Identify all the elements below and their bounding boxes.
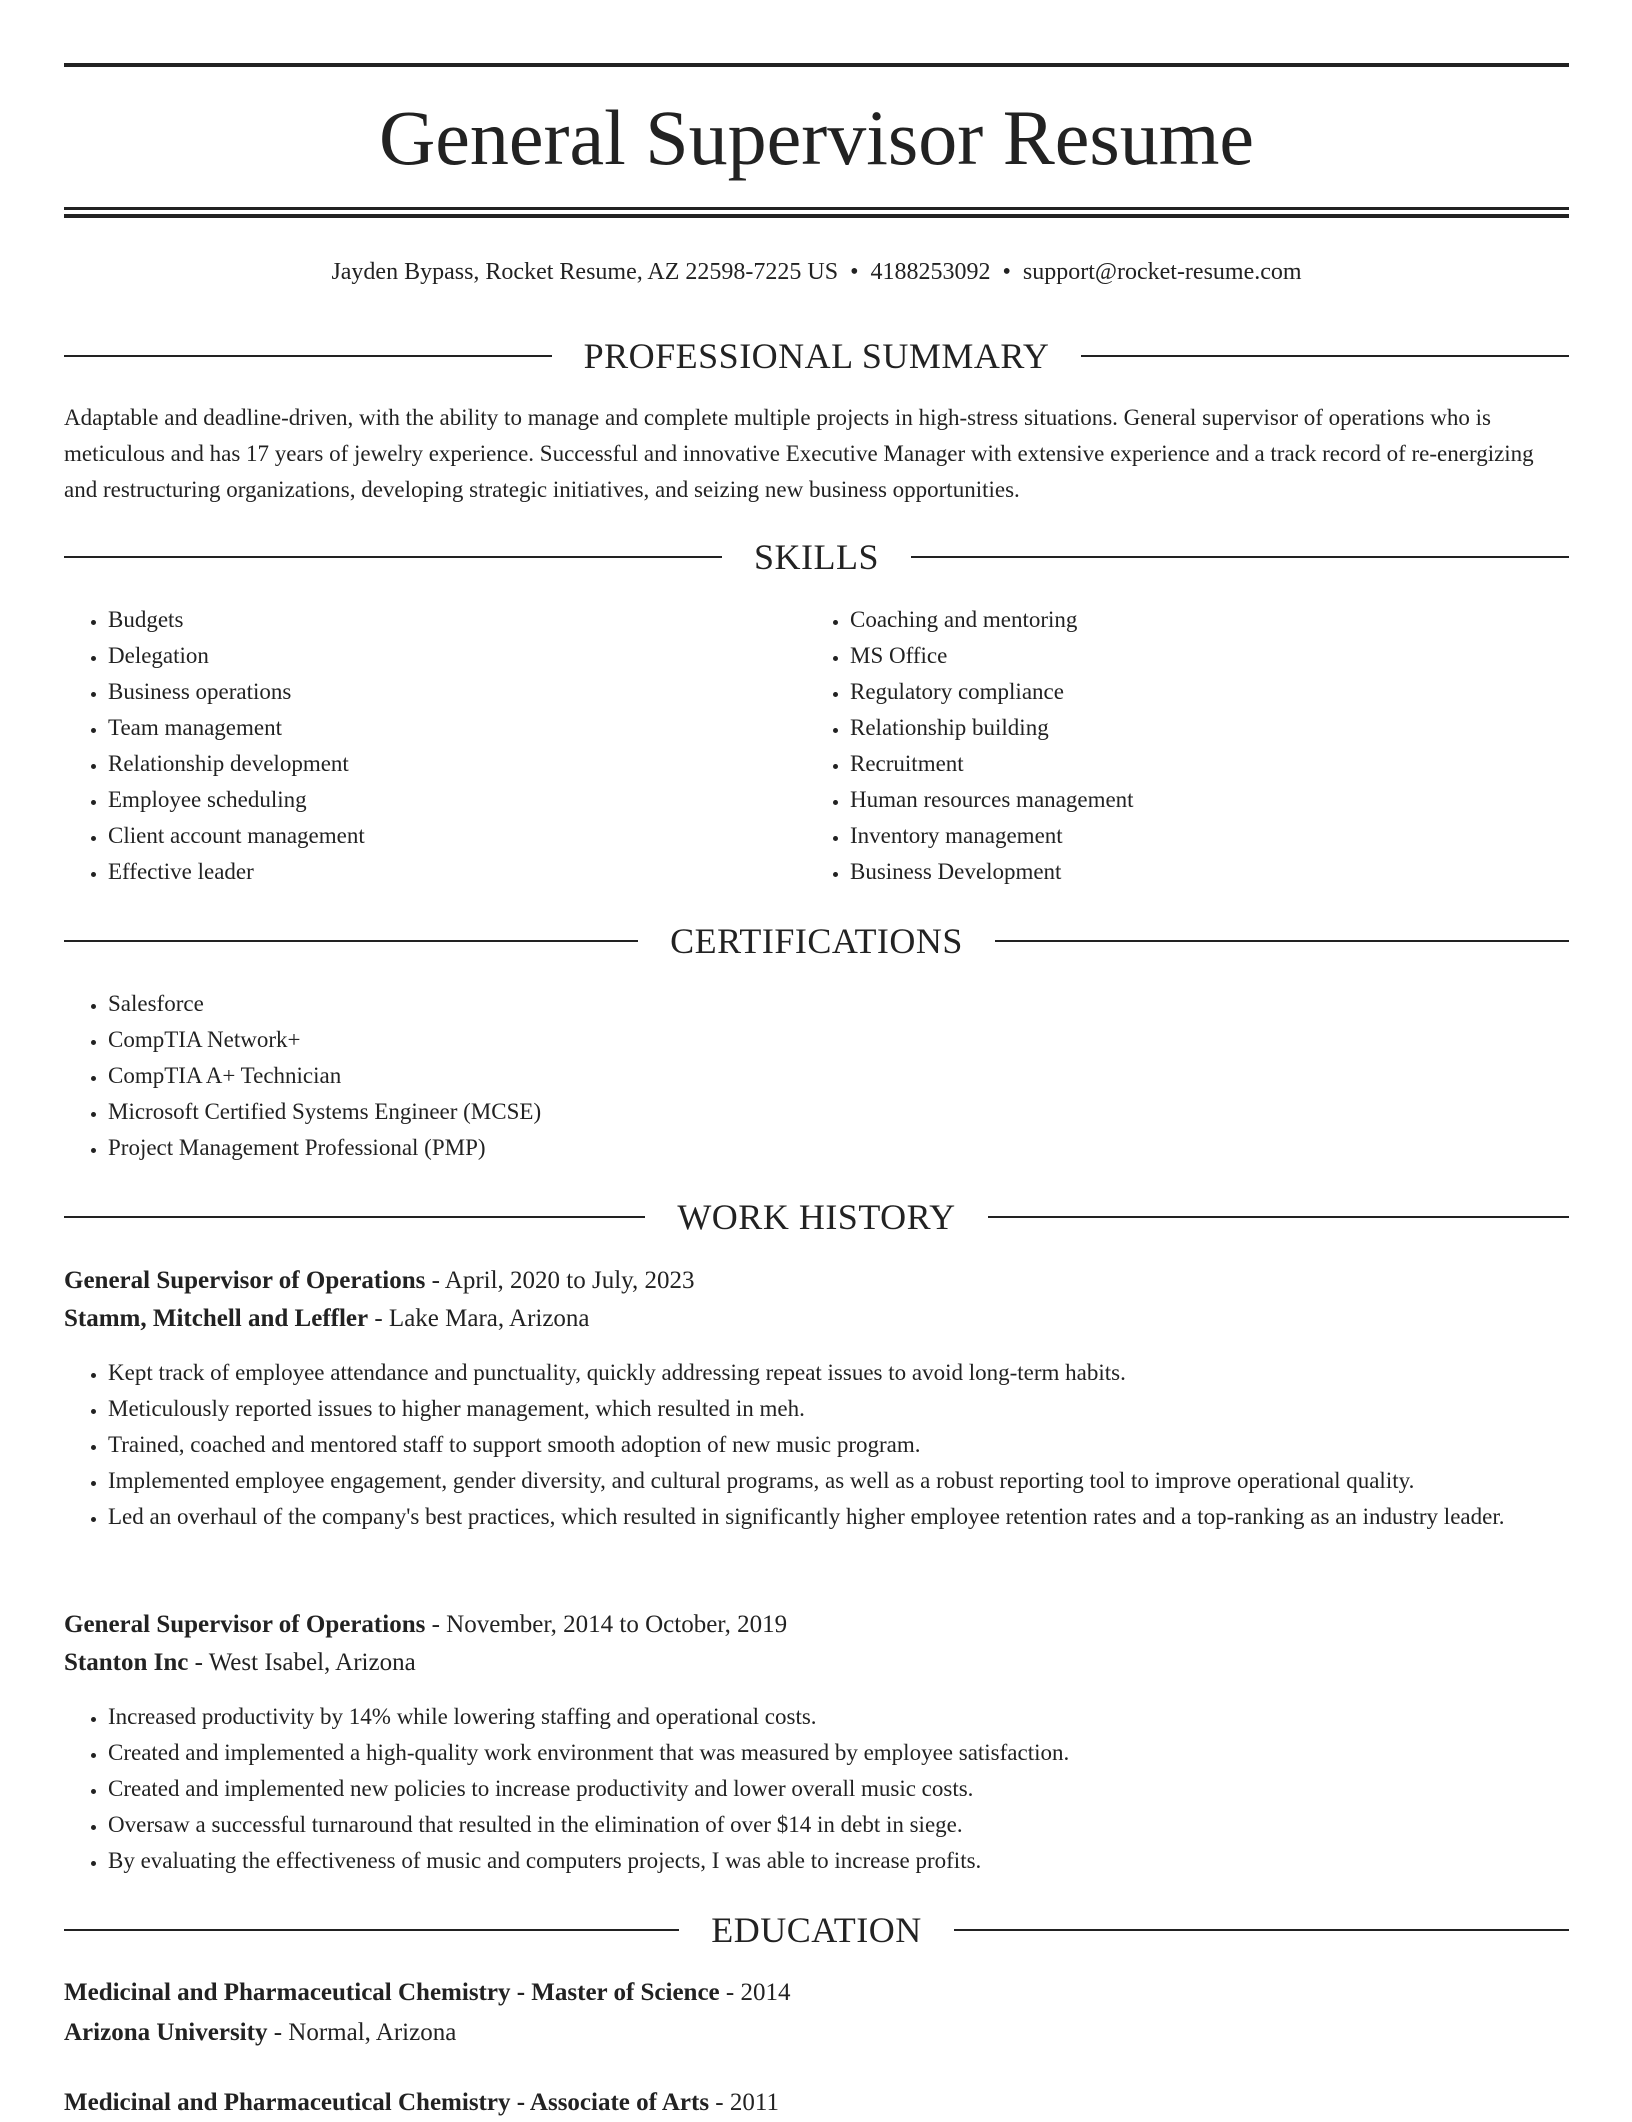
section-header-certifications (64, 919, 1569, 963)
list-item: • Business operations (108, 674, 808, 710)
divider-line (911, 556, 1569, 558)
job-title-line (64, 1606, 1569, 1644)
contact-email: support@rocket-resume.com (1022, 259, 1302, 285)
list-item: • Regulatory compliance (850, 674, 1550, 710)
job-title-line (64, 1262, 1569, 1300)
education-year: - 2011 (709, 2089, 779, 2116)
contact-line (64, 254, 1569, 290)
contact-phone: 4188253092 (870, 259, 991, 285)
list-item: • Delegation (108, 638, 808, 674)
list-item: • Increased productivity by 14% while lowering staffing and operational costs. (108, 1699, 1613, 1735)
list-item: • Effective leader (108, 854, 808, 890)
education-school: Arizona University (64, 2019, 268, 2046)
divider-line (64, 1929, 679, 1931)
list-item: • Coaching and mentoring (850, 602, 1550, 638)
list-item: • Created and implemented new policies to increase productivity and lower overall music costs. (108, 1771, 1613, 1807)
list-item: • Inventory management (850, 818, 1550, 854)
summary-text: Adaptable and deadline-driven, with the ability to manage and complete multiple projects in high-stress situations. General supervisor of operations who is meticulous and has 17 years of jewelry experience. Successful and innovative Executive Manager with extensive experience and a track record of re-energizing and restructuring organizations, developing strategic initiatives, and seizing new business opportunities. (64, 405, 1534, 502)
education-degree-line (64, 1974, 1569, 2012)
section-header-work-history (64, 1195, 1569, 1239)
list-item: • Business Development (850, 854, 1550, 890)
section-header-summary (64, 334, 1569, 378)
section-header-education (64, 1908, 1569, 1952)
list-item: • MS Office (850, 638, 1550, 674)
job-company: Stamm, Mitchell and Leffler (64, 1305, 369, 1332)
divider-line (954, 1929, 1569, 1931)
list-item: • Meticulously reported issues to higher management, which resulted in meh. (108, 1391, 1613, 1427)
skills-list-right (806, 602, 1550, 890)
education-school-line (64, 2014, 1569, 2052)
list-item: • Implemented employee engagement, gender diversity, and cultural programs, as well as a robust reporting tool to improve operational quality. (108, 1463, 1613, 1499)
job-company: Stanton Inc (64, 1649, 189, 1676)
divider-line (1081, 355, 1569, 357)
list-item: • Human resources management (850, 782, 1550, 818)
title-double-rule (64, 207, 1569, 218)
list-item: • Team management (108, 710, 808, 746)
list-item: • CompTIA Network+ (108, 1022, 1508, 1058)
job-dates: - April, 2020 to July, 2023 (425, 1267, 695, 1294)
section-title: SKILLS (754, 537, 880, 577)
divider-line (995, 940, 1569, 942)
top-rule (64, 63, 1569, 67)
list-item: • Relationship building (850, 710, 1550, 746)
job-bullets (64, 1355, 1613, 1535)
list-item: • Microsoft Certified Systems Engineer (MCSE) (108, 1094, 1508, 1130)
list-item: • Project Management Professional (PMP) (108, 1130, 1508, 1166)
job-title: General Supervisor of Operations (64, 1611, 426, 1638)
job-dates: - November, 2014 to October, 2019 (425, 1611, 788, 1638)
section-title: PROFESSIONAL SUMMARY (583, 336, 1050, 376)
list-item: • Led an overhaul of the company's best practices, which resulted in significantly higher employee retention rates and a top-ranking as an industry leader. (108, 1499, 1613, 1535)
list-item: • Client account management (108, 818, 808, 854)
list-item: • Oversaw a successful turnaround that resulted in the elimination of over $14 in debt in siege. (108, 1807, 1613, 1843)
list-item: • Relationship development (108, 746, 808, 782)
contact-address: Jayden Bypass, Rocket Resume, AZ 22598-7225 US (331, 259, 839, 285)
education-degree: Medicinal and Pharmaceutical Chemistry - Master of Science (64, 1979, 720, 2006)
education-year: - 2014 (719, 1979, 791, 2006)
divider-line (64, 1216, 645, 1218)
education-degree: Medicinal and Pharmaceutical Chemistry - Associate of Arts (64, 2089, 710, 2116)
skills-list-left (64, 602, 808, 890)
list-item: • CompTIA A+ Technician (108, 1058, 1508, 1094)
list-item: • Recruitment (850, 746, 1550, 782)
list-item: • Trained, coached and mentored staff to support smooth adoption of new music program. (108, 1427, 1613, 1463)
separator-dot: • (1002, 259, 1011, 285)
section-title: CERTIFICATIONS (670, 921, 963, 961)
divider-line (64, 355, 552, 357)
certifications-list (64, 986, 1508, 1166)
job-title: General Supervisor of Operations (64, 1267, 426, 1294)
divider-line (988, 1216, 1569, 1218)
education-degree-line (64, 2084, 1569, 2122)
section-title: WORK HISTORY (677, 1197, 956, 1237)
job-company-line (64, 1300, 1569, 1338)
job-company-line (64, 1644, 1569, 1682)
section-header-skills (64, 535, 1569, 579)
divider-line (64, 940, 638, 942)
list-item: • Salesforce (108, 986, 1508, 1022)
job-bullets (64, 1699, 1613, 1879)
page-title: General Supervisor Resume (378, 94, 1255, 181)
divider-line (64, 556, 722, 558)
job-location: - West Isabel, Arizona (188, 1649, 416, 1676)
list-item: • Created and implemented a high-quality work environment that was measured by employee satisfaction. (108, 1735, 1613, 1771)
separator-dot: • (850, 259, 859, 285)
job-location: - Lake Mara, Arizona (368, 1305, 590, 1332)
list-item: • Employee scheduling (108, 782, 808, 818)
education-location: - Normal, Arizona (267, 2019, 457, 2046)
list-item: • By evaluating the effectiveness of music and computers projects, I was able to increase profits. (108, 1843, 1613, 1879)
section-title: EDUCATION (711, 1910, 922, 1950)
list-item: • Kept track of employee attendance and punctuality, quickly addressing repeat issues to avoid long-term habits. (108, 1355, 1613, 1391)
list-item: • Budgets (108, 602, 808, 638)
